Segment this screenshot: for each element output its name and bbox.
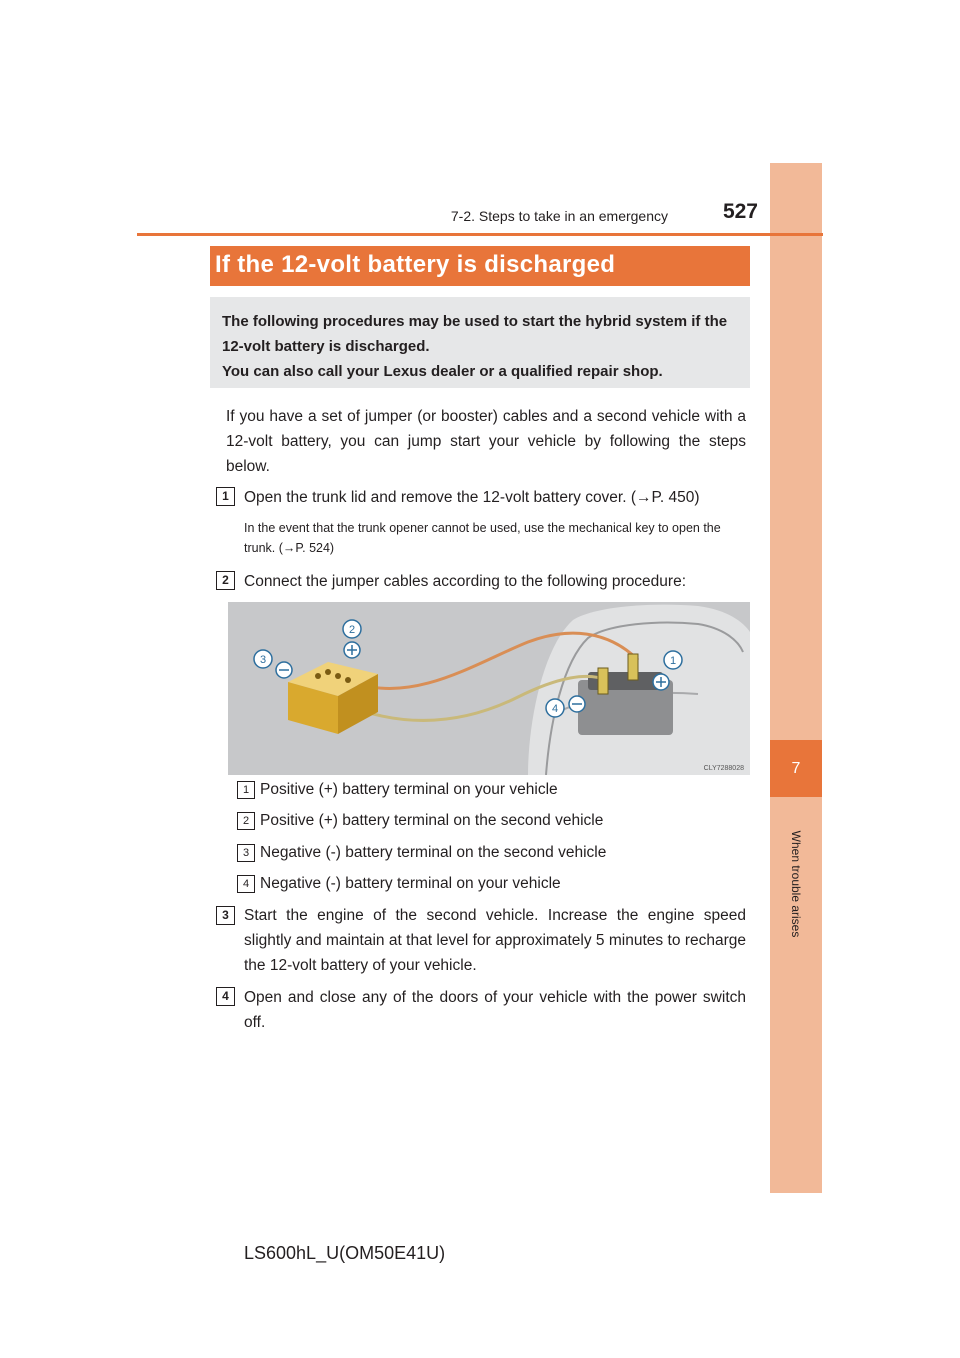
section-header: 7-2. Steps to take in an emergency	[450, 208, 668, 224]
legend-text-3: Negative (-) battery terminal on the second vehicle	[260, 844, 607, 861]
legend-number-1: 1	[237, 781, 255, 799]
clamp-icon	[628, 654, 638, 680]
legend-number-2: 2	[237, 812, 255, 830]
step-1-text: Open the trunk lid and remove the 12-volt battery cover. (→P. 450)	[244, 489, 700, 506]
battery-cap	[345, 677, 351, 683]
legend-text-2: Positive (+) battery terminal on the second vehicle	[260, 812, 604, 829]
legend-text-4: Negative (-) battery terminal on your vehicle	[260, 875, 561, 892]
step-2-text: Connect the jumper cables according to the following procedure:	[244, 573, 687, 590]
step-4-text: Open and close any of the doors of your vehicle with the power switch off.	[244, 989, 746, 1031]
jump-start-illustration	[228, 602, 750, 775]
legend-number-3: 3	[237, 844, 255, 862]
battery-cap	[335, 673, 341, 679]
body-paragraph: If you have a set of jumper (or booster) cables and a second vehicle with a 12-volt battery, you can jump start your vehicle by following the steps below.	[226, 408, 746, 475]
callout-label-4: 4	[551, 703, 559, 715]
step-number-3: 3	[216, 906, 235, 925]
chapter-title-text: When trouble arises	[789, 830, 803, 938]
intro-line: You can also call your Lexus dealer or a qualified repair shop.	[222, 363, 663, 380]
chapter-number: 7	[791, 759, 801, 777]
chapter-title	[782, 824, 810, 944]
page-title: If the 12-volt battery is discharged	[215, 251, 616, 278]
step-3-text: Start the engine of the second vehicle. Increase the engine speed slightly and maintain at that level for approximately 5 minutes to recharge the 12-volt battery of your vehicle.	[244, 907, 746, 974]
battery-cap	[325, 669, 331, 675]
step-number-1: 1	[216, 487, 235, 506]
battery-cap	[315, 673, 321, 679]
legend-number-4: 4	[237, 875, 255, 893]
step-number-4: 4	[216, 987, 235, 1006]
header-rule	[137, 233, 823, 236]
figure-code: CLY7288028	[703, 765, 744, 772]
intro-text	[222, 309, 744, 384]
callout-label-1: 1	[669, 655, 677, 667]
illustration-svg	[228, 602, 750, 775]
page-number: 527	[722, 200, 758, 223]
callout-label-2: 2	[348, 624, 356, 636]
chapter-side-tab	[770, 163, 822, 1193]
footer-model-code: LS600hL_U(OM50E41U)	[244, 1243, 446, 1263]
step-number-2: 2	[216, 571, 235, 590]
intro-line: 12-volt battery is discharged.	[222, 338, 430, 355]
step-1-note: In the event that the trunk opener cannot be used, use the mechanical key to open the trunk. (→P. 524)	[244, 521, 721, 555]
callout-label-3: 3	[259, 654, 267, 666]
intro-line: The following procedures may be used to start the hybrid system if the	[222, 313, 728, 330]
legend-text-1: Positive (+) battery terminal on your vehicle	[260, 781, 558, 798]
clamp-icon	[598, 668, 608, 694]
